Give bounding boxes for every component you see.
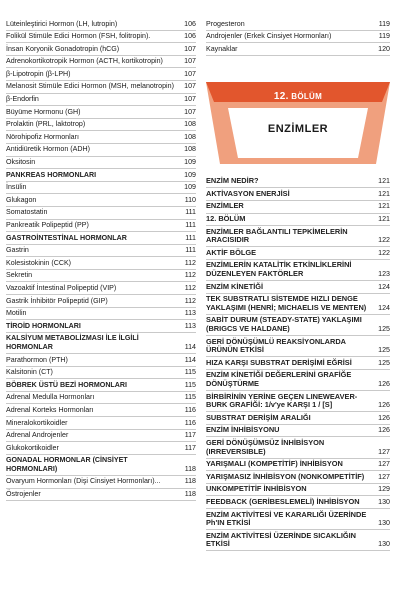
toc-entry-title: Glukagon <box>6 195 37 204</box>
toc-entry-title: Folikül Stimüle Edici Hormon (FSH, folitropin). <box>6 32 151 41</box>
toc-entry-page: 112 <box>184 258 196 267</box>
toc-entry[interactable] <box>206 459 390 472</box>
toc-entry[interactable] <box>206 437 390 458</box>
toc-entry[interactable] <box>6 308 196 321</box>
toc-entry-title: BİRBİRİNİN YERİNE GEÇEN LINEWEAVER-BURK GRAFİĞİ: 1/v'ye KARŞI 1 / [S] <box>206 391 358 410</box>
toc-entry-title: Prolaktin (PRL, laktotrop) <box>6 120 86 129</box>
toc-entry-page: 116 <box>184 405 196 414</box>
toc-entry-page: 107 <box>184 69 196 78</box>
toc-entry[interactable] <box>206 315 390 336</box>
toc-entry-page: 122 <box>378 236 390 245</box>
toc-entry-title: Parathormon (PTH) <box>6 355 68 364</box>
toc-entry-title: ENZİMLER BAĞLANTILI TEPKİMELERİN ARACISIDIR <box>206 226 348 245</box>
toc-entry-title: Vazoaktif İntestinal Polipeptid (VIP) <box>6 283 117 292</box>
toc-entry[interactable] <box>206 412 390 425</box>
toc-entry-page: 111 <box>185 246 196 255</box>
toc-entry-title: ENZİM İNHİBİSYONU <box>206 425 280 435</box>
toc-entry-title: SABİT DURUM (STEADY-STATE) YAKLAŞIMI (BRIGCS VE HALDANE) <box>206 315 362 333</box>
toc-entry[interactable] <box>6 144 196 157</box>
toc-entry[interactable] <box>6 68 196 81</box>
toc-entry-title: YARIŞMASIZ İNHİBİSYON (NONKOMPETİTİF) <box>206 471 365 481</box>
toc-entry-page: 121 <box>378 177 390 186</box>
toc-entry-page: 109 <box>184 170 196 179</box>
toc-entry[interactable] <box>206 188 390 201</box>
toc-entry[interactable] <box>6 489 196 502</box>
toc-entry-page: 108 <box>184 120 196 129</box>
toc-entry[interactable] <box>6 367 196 380</box>
toc-entry[interactable] <box>6 282 196 295</box>
toc-entry[interactable] <box>6 31 196 44</box>
toc-entry[interactable] <box>206 18 390 31</box>
toc-entry-title: Östrojenler <box>6 490 41 499</box>
toc-entry-title: Nörohipofiz Hormonları <box>6 132 79 141</box>
toc-entry-page: 117 <box>184 443 196 452</box>
toc-entry-title: ENZİMLERİN KATALİTİK ETKİNLİKLERİNİ DÜZENLEYEN FAKTÖRLER <box>206 260 352 279</box>
toc-entry[interactable] <box>6 119 196 132</box>
toc-entry[interactable] <box>6 106 196 119</box>
toc-entry-page: 112 <box>184 283 196 292</box>
toc-entry-page: 112 <box>184 271 196 280</box>
toc-entry[interactable] <box>206 294 390 315</box>
toc-entry[interactable] <box>6 270 196 283</box>
chapter-word: BÖLÜM <box>291 91 323 101</box>
toc-entry-page: 106 <box>184 32 196 41</box>
toc-entry-title: Ovaryum Hormonları (Dişi Cinsiyet Hormonları)... <box>6 477 161 486</box>
toc-entry-title: Adrenal Korteks Hormonları <box>6 405 94 414</box>
toc-entry-title: Antidiüretik Hormon (ADH) <box>6 145 90 154</box>
toc-entry-title: Sekretin <box>6 271 33 280</box>
toc-entry-page: 112 <box>184 296 196 305</box>
toc-entry[interactable] <box>6 207 196 220</box>
toc-entry[interactable] <box>206 370 390 391</box>
toc-entry-title: HIZA KARŞI SUBSTRAT DERİŞİMİ EĞRİSİ <box>206 357 352 367</box>
toc-entry[interactable] <box>6 56 196 69</box>
toc-entry-page: 123 <box>378 270 390 279</box>
toc-entry-title: Oksitosin <box>6 158 36 167</box>
toc-entry-title: Glukokortikoidler <box>6 443 59 452</box>
toc-entry-title: Kalsitonin (CT) <box>6 368 53 377</box>
toc-entry-page: 119 <box>378 32 390 41</box>
toc-entry-title: İnsan Koryonik Gonadotropin (hCG) <box>6 44 120 53</box>
toc-entry-page: 108 <box>184 132 196 141</box>
toc-entry-page: 109 <box>184 183 196 192</box>
toc-entry[interactable] <box>6 417 196 430</box>
toc-entry-page: 107 <box>184 57 196 66</box>
toc-entry-page: 126 <box>378 426 390 435</box>
toc-entry[interactable] <box>206 425 390 438</box>
toc-entry[interactable] <box>6 392 196 405</box>
toc-entry-page: 115 <box>184 393 196 402</box>
toc-entry-title: Gastrik İnhibitör Polipeptid (GIP) <box>6 296 108 305</box>
toc-entry[interactable] <box>6 169 196 182</box>
toc-entry[interactable] <box>206 496 390 509</box>
toc-entry[interactable] <box>6 455 196 476</box>
toc-entry-title: ENZİM AKTİVİTESİ ÜZERİNDE SICAKLIĞIN ETKİSİ <box>206 530 357 549</box>
toc-entry-title: BÖBREK ÜSTÜ BEZİ HORMONLARI <box>6 380 127 389</box>
toc-entry[interactable] <box>6 18 196 31</box>
toc-entry[interactable] <box>6 430 196 443</box>
toc-entry-page: 125 <box>378 325 390 333</box>
toc-entry-page: 109 <box>184 158 196 167</box>
toc-entry[interactable] <box>6 295 196 308</box>
toc-entry[interactable] <box>206 201 390 214</box>
toc-entry[interactable] <box>206 391 390 412</box>
toc-entry[interactable] <box>206 260 390 281</box>
toc-entry-title: Lüteinleştirici Hormon (LH, lutropin) <box>6 19 118 28</box>
toc-entry-title: Kaynaklar <box>206 44 238 53</box>
toc-entry-title: ENZİM KİNETİĞİ <box>206 281 264 291</box>
toc-entry[interactable] <box>206 214 390 227</box>
toc-entry-page: 130 <box>378 519 390 528</box>
toc-entry-title: β-Endorfin <box>6 95 39 104</box>
toc-entry[interactable] <box>6 257 196 270</box>
toc-entry[interactable] <box>6 476 196 489</box>
toc-entry[interactable] <box>206 226 390 247</box>
chapter-label <box>206 91 390 102</box>
toc-entry-page: 122 <box>378 248 390 257</box>
toc-entry-page: 127 <box>378 472 390 481</box>
toc-entry[interactable] <box>6 333 196 354</box>
toc-column-right <box>206 18 390 551</box>
toc-entry-page: 127 <box>378 460 390 469</box>
toc-entry-page: 126 <box>378 401 390 410</box>
toc-entry-title: ENZİM AKTİVİTESİ VE KARARLIĞI ÜZERİNDE Ph'IN ETKİSİ <box>206 509 367 528</box>
toc-entry-page: 113 <box>184 309 196 318</box>
toc-right-main-list <box>206 176 390 552</box>
toc-entry[interactable] <box>6 442 196 455</box>
toc-entry-title: TİROİD HORMONLARI <box>6 321 81 330</box>
toc-entry-page: 111 <box>185 233 196 242</box>
toc-entry-page: 107 <box>184 44 196 53</box>
toc-entry[interactable] <box>206 43 390 56</box>
toc-entry-title: β-Lipotropin (β-LPH) <box>6 69 71 78</box>
toc-entry-title: ENZİM NEDİR? <box>206 176 259 186</box>
toc-entry-page: 107 <box>184 82 196 91</box>
toc-entry-title: TEK SUBSTRATLI SİSTEMDE HIZLI DENGE YAKLAŞIMI (HENRİ; MICHAELIS VE MENTEN) <box>206 294 367 312</box>
toc-right-top-list <box>206 18 390 56</box>
toc-entry-page: 115 <box>184 380 196 389</box>
toc-entry-title: Büyüme Hormonu (GH) <box>6 107 81 116</box>
toc-entry-page: 114 <box>184 342 196 351</box>
toc-entry-title: Melanosit Stimüle Edici Hormon (MSH, melanotropin) <box>6 82 174 91</box>
toc-entry-page: 115 <box>184 368 196 377</box>
toc-entry[interactable] <box>206 31 390 44</box>
chapter-banner-graphic <box>206 60 390 170</box>
toc-entry-title: GERİ DÖNÜŞÜMLÜ REAKSİYONLARDA ÜRÜNÜN ETKİSİ <box>206 336 346 355</box>
toc-entry-page: 118 <box>184 464 196 473</box>
toc-entry[interactable] <box>6 232 196 245</box>
toc-entry[interactable] <box>6 43 196 56</box>
toc-entry-page: 124 <box>378 303 390 312</box>
toc-entry-title: AKTİF BÖLGE <box>206 247 257 257</box>
toc-entry-page: 124 <box>378 282 390 291</box>
toc-entry-page: 118 <box>184 477 196 486</box>
toc-entry[interactable] <box>206 509 390 530</box>
toc-entry[interactable] <box>206 281 390 294</box>
toc-entry-page: 111 <box>185 208 196 217</box>
chapter-number: 12. <box>273 90 289 102</box>
toc-entry[interactable] <box>6 94 196 107</box>
toc-entry[interactable] <box>6 320 196 333</box>
toc-entry-page: 107 <box>184 95 196 104</box>
toc-entry-page: 114 <box>184 355 196 364</box>
toc-entry-title: ENZİM KİNETİĞİ DEĞERLERİNİ GRAFİĞE DÖNÜŞTÜRME <box>206 370 352 388</box>
toc-entry-title: Somatostatin <box>6 208 48 217</box>
toc-entry[interactable] <box>6 379 196 392</box>
toc-entry-title: GONADAL HORMONLAR (CİNSİYET HORMONLARI) <box>6 456 128 473</box>
toc-entry-title: 12. BÖLÜM <box>206 214 246 224</box>
toc-entry[interactable] <box>6 131 196 144</box>
toc-entry[interactable] <box>6 354 196 367</box>
toc-entry-title: Motilin <box>6 309 27 318</box>
toc-entry[interactable] <box>206 357 390 370</box>
chapter-banner <box>206 60 390 170</box>
toc-entry-page: 118 <box>184 490 196 499</box>
chapter-title: ENZİMLER <box>267 122 329 135</box>
toc-entry-page: 127 <box>378 447 390 456</box>
toc-entry[interactable] <box>206 247 390 260</box>
toc-entry-page: 106 <box>184 19 196 28</box>
toc-entry-title: YARIŞMALI (KOMPETİTİF) İNHİBİSYON <box>206 459 343 469</box>
toc-entry[interactable] <box>6 194 196 207</box>
toc-entry-page: 108 <box>184 145 196 154</box>
toc-entry[interactable] <box>206 471 390 484</box>
toc-entry-page: 126 <box>378 379 390 388</box>
toc-entry-title: Gastrin <box>6 246 29 255</box>
toc-entry[interactable] <box>6 81 196 94</box>
toc-entry-title: KALSİYUM METABOLİZMASI İLE İLGİLİ HORMONLAR <box>6 334 139 351</box>
toc-entry-title: Mineralokortikoidler <box>6 418 68 427</box>
toc-entry-title: İnsülin <box>6 183 27 192</box>
toc-entry-title: Adrenokortikotropik Hormon (ACTH, kortikotropin) <box>6 57 163 66</box>
toc-entry-page: 116 <box>184 418 196 427</box>
toc-entry[interactable] <box>6 157 196 170</box>
toc-entry-page: 125 <box>378 346 390 355</box>
toc-entry-title: Pankreatik Polipeptid (PP) <box>6 221 89 229</box>
toc-entry-page: 126 <box>378 413 390 422</box>
toc-entry-title: AKTİVASYON ENERJİSİ <box>206 188 290 198</box>
toc-entry[interactable] <box>206 484 390 497</box>
toc-entry-page: 125 <box>378 358 390 367</box>
toc-entry-title: Androjenler (Erkek Cinsiyet Hormonları) <box>206 32 332 41</box>
toc-entry-title: Kolesistokinin (CCK) <box>6 258 72 267</box>
toc-entry[interactable] <box>6 245 196 258</box>
toc-entry[interactable] <box>6 220 196 233</box>
toc-entry-title: Progesteron <box>206 19 245 28</box>
toc-entry-page: 130 <box>378 540 390 549</box>
toc-entry-title: PANKREAS HORMONLARI <box>6 170 97 179</box>
toc-entry-page: 120 <box>378 44 390 53</box>
toc-entry-page: 121 <box>378 215 390 224</box>
toc-entry-title: FEEDBACK (GERİBESLEMELİ) İNHİBİSYON <box>206 496 360 506</box>
toc-entry-page: 119 <box>378 19 390 28</box>
toc-entry[interactable] <box>6 182 196 195</box>
toc-entry-title: GERİ DÖNÜŞÜMSÜZ İNHİBİSYON (IRREVERSIBLE) <box>206 437 325 456</box>
toc-entry[interactable] <box>206 176 390 189</box>
toc-entry-page: 111 <box>185 221 196 229</box>
toc-entry[interactable] <box>206 530 390 551</box>
toc-entry-page: 121 <box>378 202 390 211</box>
toc-column-left <box>6 18 196 501</box>
toc-entry-page: 117 <box>184 431 196 440</box>
toc-entry-title: Adrenal Medulla Hormonları <box>6 393 95 402</box>
toc-entry[interactable] <box>6 404 196 417</box>
toc-entry[interactable] <box>206 336 390 357</box>
toc-entry-title: Adrenal Androjenler <box>6 431 69 440</box>
toc-entry-page: 110 <box>184 195 196 204</box>
toc-entry-page: 129 <box>378 485 390 494</box>
toc-entry-title: GASTROİNTESTİNAL HORMONLAR <box>6 233 127 242</box>
toc-entry-title: SUBSTRAT DERİŞİM ARALIĞI <box>206 412 311 422</box>
toc-entry-page: 121 <box>378 189 390 198</box>
toc-entry-title: UNKOMPETİTİF İNHİBİSYON <box>206 484 307 494</box>
toc-entry-page: 113 <box>184 321 196 330</box>
toc-entry-page: 107 <box>184 107 196 116</box>
toc-entry-page: 130 <box>378 497 390 506</box>
toc-entry-title: ENZİMLER <box>206 201 244 211</box>
